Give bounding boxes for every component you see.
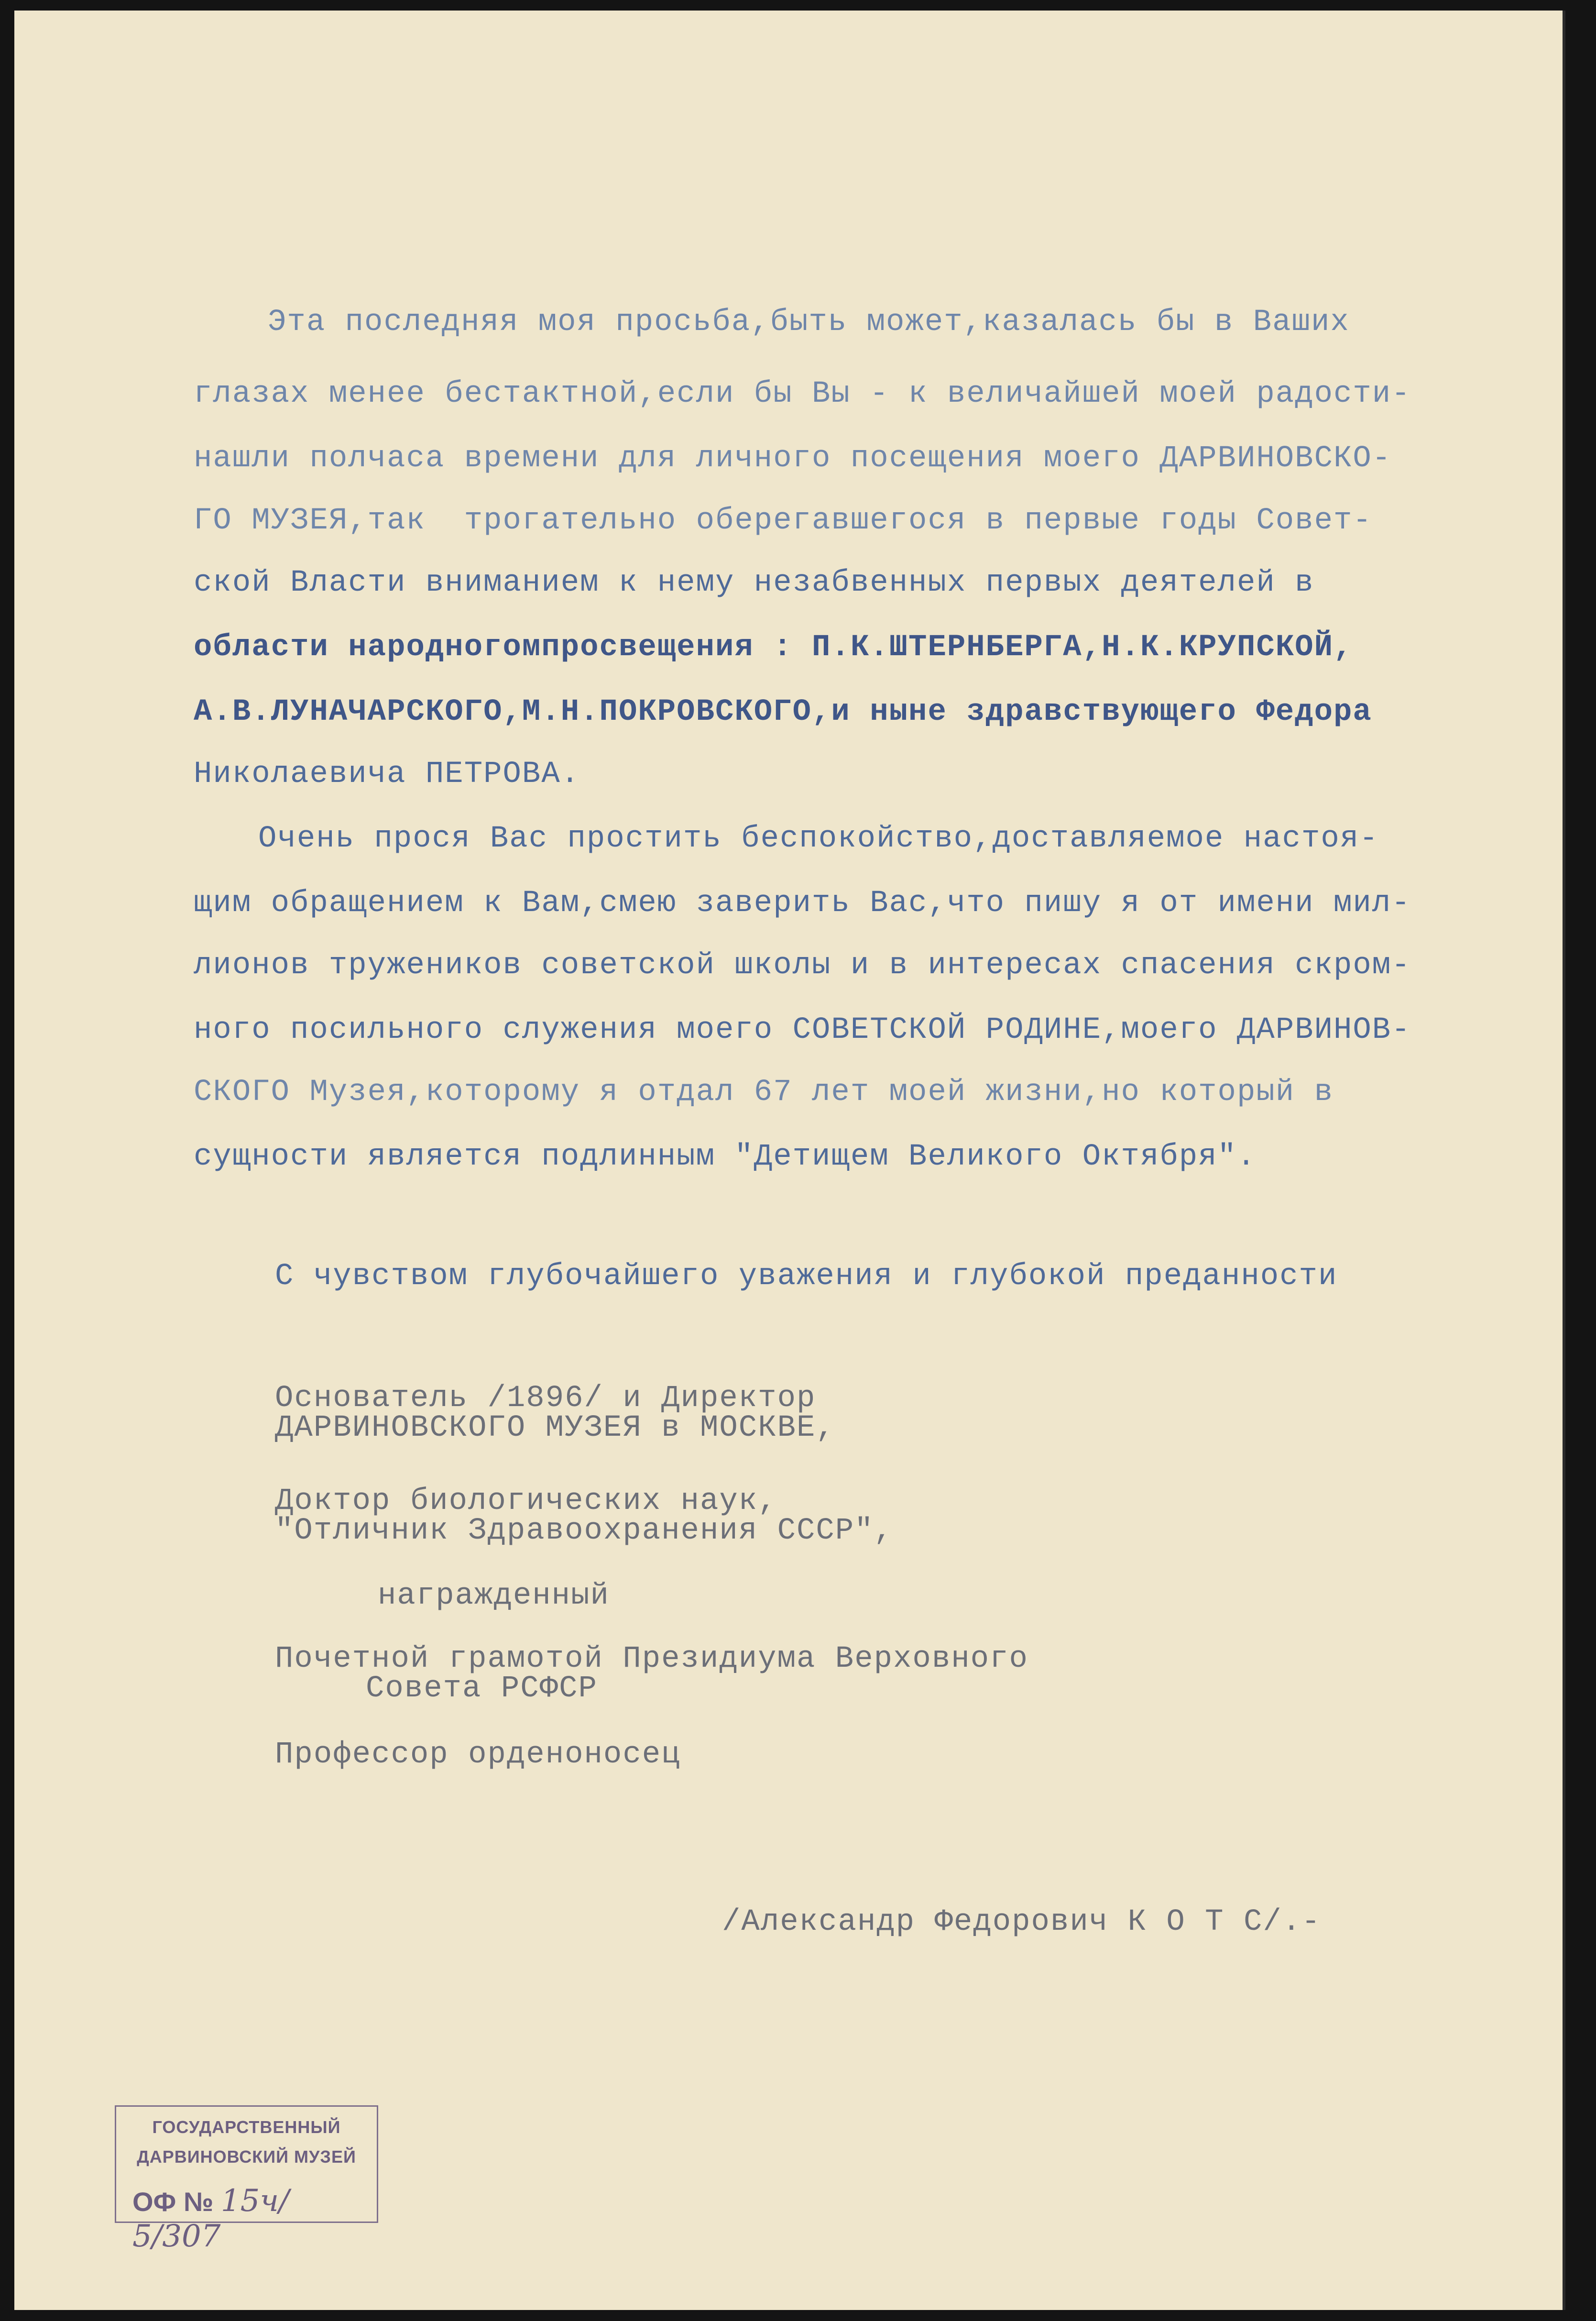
degree-line: Доктор биологических наук, xyxy=(275,1484,777,1518)
letter-line: ской Власти вниманием к нему незабвенных первых деятелей в xyxy=(194,566,1314,600)
founder-line: ДАРВИНОВСКОГО МУЗЕЯ в МОСКВЕ, xyxy=(275,1411,835,1445)
letter-line: ного посильного служения моего СОВЕТСКОЙ РОДИНЕ,моего ДАРВИНОВ- xyxy=(194,1013,1411,1047)
letter-line: лионов тружеников советской школы и в интересах спасения скром- xyxy=(194,948,1411,983)
title-line: Профессор орденоносец xyxy=(275,1738,681,1772)
letter-line: А.В.ЛУНАЧАРСКОГО,М.Н.ПОКРОВСКОГО,и ныне здравствующего Федора xyxy=(194,695,1372,729)
letter-line: глазах менее бестактной,если бы Вы - к величайшей моей радости- xyxy=(194,377,1411,411)
stamp-registration xyxy=(132,2183,377,2254)
stamp-number: 15ч/ 5/307 xyxy=(132,2183,289,2254)
founder-line: Основатель /1896/ и Директор xyxy=(275,1381,816,1416)
awarded-line: награжденный xyxy=(378,1579,610,1613)
closing-line: С чувством глубочайшего уважения и глубокой преданности xyxy=(275,1259,1338,1294)
letter-line: сущности является подлинным "Детищем Великого Октября". xyxy=(194,1140,1257,1174)
letter-line: щим обращением к Вам,смею заверить Вас,что пишу я от имени мил- xyxy=(194,886,1411,921)
letter-line: Очень прося Вас простить беспокойство,доставляемое настоя- xyxy=(258,822,1379,856)
museum-stamp xyxy=(115,2105,378,2254)
letter-line: Эта последняя моя просьба,быть может,казалась бы в Ваших xyxy=(268,305,1350,340)
signature-line: /Александр Федорович К О Т С/.- xyxy=(722,1905,1321,1939)
award-line: Совета РСФСР xyxy=(366,1672,598,1706)
stamp-prefix: ОФ № xyxy=(132,2187,214,2217)
letter-line: нашли полчаса времени для личного посещения моего ДАРВИНОВСКО- xyxy=(194,441,1392,476)
letter-page xyxy=(14,11,1565,2310)
award-line: Почетной грамотой Президиума Верховного xyxy=(275,1642,1028,1676)
letter-line: СКОГО Музея,которому я отдал 67 лет моей жизни,но который в xyxy=(194,1075,1334,1110)
letter-line: области народногомпросвещения : П.К.ШТЕРНБЕРГА,Н.К.КРУПСКОЙ, xyxy=(194,630,1353,665)
stamp-line: ГОСУДАРСТВЕННЫЙ xyxy=(152,2117,341,2137)
degree-line: "Отличник Здравоохранения СССР", xyxy=(275,1514,893,1548)
stamp-line: ДАРВИНОВСКИЙ МУЗЕЙ xyxy=(137,2147,356,2167)
letter-line: ГО МУЗЕЯ,так трогательно оберегавшегося в первые годы Совет- xyxy=(194,504,1372,538)
letter-line: Николаевича ПЕТРОВА. xyxy=(194,757,580,792)
